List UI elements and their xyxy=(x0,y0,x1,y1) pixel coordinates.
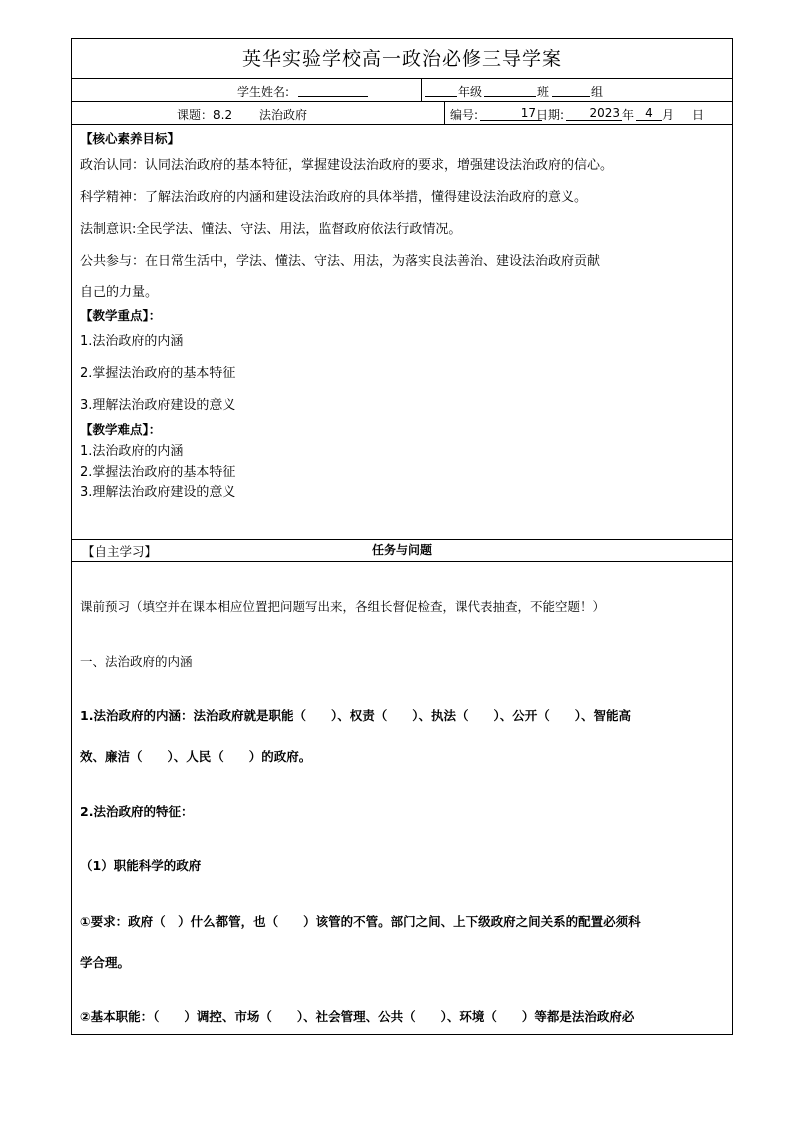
class-label: 班 xyxy=(537,85,550,99)
tasks-header: 任务与问题 xyxy=(72,539,732,562)
lesson-row xyxy=(72,102,732,125)
day-unit: 日 xyxy=(692,108,705,122)
student-name-blank[interactable] xyxy=(298,82,368,97)
goal-line: 政治认同：认同法治政府的基本特征，掌握建设法治政府的要求，增强建设法治政府的信心。 xyxy=(80,158,614,173)
student-name-label: 学生姓名: xyxy=(237,85,290,99)
page-title: 英华实验学校高一政治必修三导学案 xyxy=(72,39,732,79)
goal-line: 自己的力量。 xyxy=(80,285,159,300)
subheading-1: （1）职能科学的政府 xyxy=(80,858,202,873)
class-blank[interactable] xyxy=(484,82,536,97)
key-point-item: 1.法治政府的内涵 xyxy=(80,334,184,349)
group-blank[interactable] xyxy=(552,82,590,97)
lesson-label: 课题：8.2 xyxy=(177,108,233,122)
lesson-title: 法治政府 xyxy=(259,108,308,122)
year-value: 2023 xyxy=(566,106,622,121)
goal-line: 法制意识:全民学法、懂法、守法、用法，监督政府依法行政情况。 xyxy=(80,222,462,237)
preview-instruction: 课前预习（填空并在课本相应位置把问题写出来，各组长督促检查，课代表抽查，不能空题！） xyxy=(80,599,606,614)
key-points-heading: 【教学重点】： xyxy=(80,308,162,323)
group-label: 组 xyxy=(591,85,604,99)
number-label: 编号: xyxy=(450,108,479,122)
objectives-section xyxy=(72,125,732,540)
difficult-point-item: 2.掌握法治政府的基本特征 xyxy=(80,465,236,480)
key-point-item: 2.掌握法治政府的基本特征 xyxy=(80,366,236,381)
month-value: 4 xyxy=(636,106,662,121)
divider xyxy=(444,102,445,124)
difficult-points-heading: 【教学难点】： xyxy=(80,422,162,437)
section-heading: 一、法治政府的内涵 xyxy=(80,654,193,669)
self-study-label: 【自主学习】 xyxy=(82,544,158,559)
number-value: 17 xyxy=(480,106,542,121)
basic-functions-line-1: ②基本职能：（ ）调控、市场（ ）、社会管理、公共（ ）、环境（ ）等都是法治政府必 xyxy=(80,1009,635,1024)
goal-line: 公共参与：在日常生活中，学法、懂法、守法、用法，为落实良法善治、建设法治政府贡献 xyxy=(80,254,601,269)
date-label: 日期: xyxy=(536,108,565,122)
divider xyxy=(421,79,422,101)
requirement-line-2: 学合理。 xyxy=(80,955,131,970)
year-unit: 年 xyxy=(622,108,635,122)
question-1-line-1: 1.法治政府的内涵：法治政府就是职能（ ）、权责（ ）、执法（ ）、公开（ ）、智能高 xyxy=(80,708,631,723)
grade-label: 年级 xyxy=(458,85,483,99)
difficult-point-item: 3.理解法治政府建设的意义 xyxy=(80,485,236,500)
student-info-row xyxy=(72,79,732,102)
goal-line: 科学精神：了解法治政府的内涵和建设法治政府的具体举措，懂得建设法治政府的意义。 xyxy=(80,190,588,205)
key-point-item: 3.理解法治政府建设的意义 xyxy=(80,398,236,413)
grade-blank[interactable] xyxy=(425,82,457,97)
worksheet xyxy=(71,38,733,1035)
difficult-point-item: 1.法治政府的内涵 xyxy=(80,444,184,459)
month-unit: 月 xyxy=(662,108,675,122)
question-1-line-2: 效、廉洁（ ）、人民（ ）的政府。 xyxy=(80,749,312,764)
goals-heading: 【核心素养目标】 xyxy=(80,131,181,146)
question-2: 2.法治政府的特征： xyxy=(80,804,194,819)
requirement-line-1: ①要求：政府（ ）什么都管，也（ ）该管的不管。部门之间、上下级政府之间关系的配置必须科 xyxy=(80,914,641,929)
